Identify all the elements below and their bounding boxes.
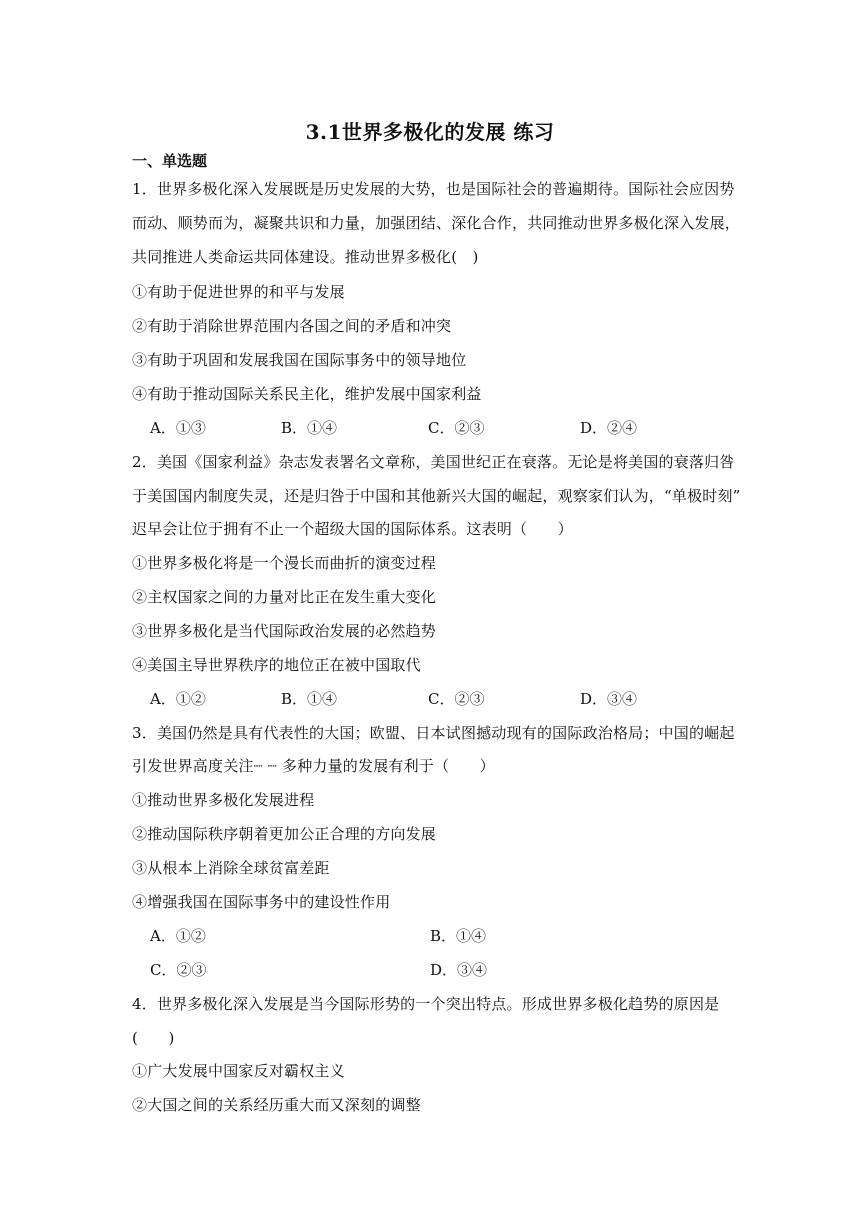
q4-item-1: ①广大发展中国家反对霸权主义 — [132, 1062, 345, 1080]
q1-stem-line-1: 1．世界多极化深入发展既是历史发展的大势，也是国际社会的普遍期待。国际社会应因势 — [132, 180, 735, 198]
q3-stem-line-1: 3．美国仍然是具有代表性的大国；欧盟、日本试图撼动现有的国际政治格局；中国的崛起 — [132, 724, 735, 742]
q3-item-1: ①推动世界多极化发展进程 — [132, 791, 315, 809]
q1-stem-line-3: 共同推进人类命运共同体建设。推动世界多极化( ) — [132, 248, 479, 266]
q2-item-3: ③世界多极化是当代国际政治发展的必然趋势 — [132, 622, 437, 640]
q3-item-2: ②推动国际秩序朝着更加公正合理的方向发展 — [132, 825, 437, 843]
q3-option-d: D．③④ — [430, 961, 488, 979]
q1-item-3: ③有助于巩固和发展我国在国际事务中的领导地位 — [132, 351, 467, 369]
q2-stem-line-3: 迟早会让位于拥有不止一个超级大国的国际体系。这表明（ ） — [132, 520, 573, 538]
q4-item-2: ②大国之间的关系经历重大而又深刻的调整 — [132, 1096, 421, 1114]
q1-option-a: A．①③ — [150, 419, 206, 437]
q3-stem-line-2: 引发世界高度关注┈ ┈ 多种力量的发展有利于（ ） — [132, 757, 495, 775]
q3-option-b: B．①④ — [430, 927, 487, 945]
q2-stem-line-1: 2．美国《国家利益》杂志发表署名文章称，美国世纪正在衰落。无论是将美国的衰落归咎 — [132, 453, 735, 471]
q2-option-c: C．②③ — [428, 690, 485, 708]
q4-stem-line-2: ( ) — [132, 1029, 175, 1047]
document-title: 3.1世界多极化的发展 练习 — [305, 120, 555, 144]
q1-option-d: D．②④ — [580, 419, 638, 437]
q2-item-2: ②主权国家之间的力量对比正在发生重大变化 — [132, 588, 437, 606]
q2-item-4: ④美国主导世界秩序的地位正在被中国取代 — [132, 656, 421, 674]
q2-item-1: ①世界多极化将是一个漫长而曲折的演变过程 — [132, 554, 437, 572]
q1-option-b: B．①④ — [281, 419, 338, 437]
q1-item-1: ①有助于促进世界的和平与发展 — [132, 283, 345, 301]
q2-option-d: D．③④ — [580, 690, 638, 708]
section-heading: 一、单选题 — [132, 152, 208, 170]
q2-option-a: A．①② — [150, 690, 206, 708]
q3-item-3: ③从根本上消除全球贫富差距 — [132, 859, 330, 877]
q1-item-2: ②有助于消除世界范围内各国之间的矛盾和冲突 — [132, 317, 452, 335]
q2-option-b: B．①④ — [281, 690, 338, 708]
q4-stem-line-1: 4．世界多极化深入发展是当今国际形势的一个突出特点。形成世界多极化趋势的原因是 — [132, 995, 720, 1013]
q1-option-c: C．②③ — [428, 419, 485, 437]
q3-option-c: C．②③ — [150, 961, 207, 979]
q3-option-a: A．①② — [150, 927, 206, 945]
q3-item-4: ④增强我国在国际事务中的建设性作用 — [132, 893, 391, 911]
q1-item-4: ④有助于推动国际关系民主化，维护发展中国家利益 — [132, 385, 482, 403]
q1-stem-line-2: 而动、顺势而为，凝聚共识和力量，加强团结、深化合作，共同推动世界多极化深入发展， — [132, 214, 741, 232]
q2-stem-line-2: 于美国国内制度失灵，还是归咎于中国和其他新兴大国的崛起，观察家们认为，“单极时刻” — [132, 487, 741, 505]
